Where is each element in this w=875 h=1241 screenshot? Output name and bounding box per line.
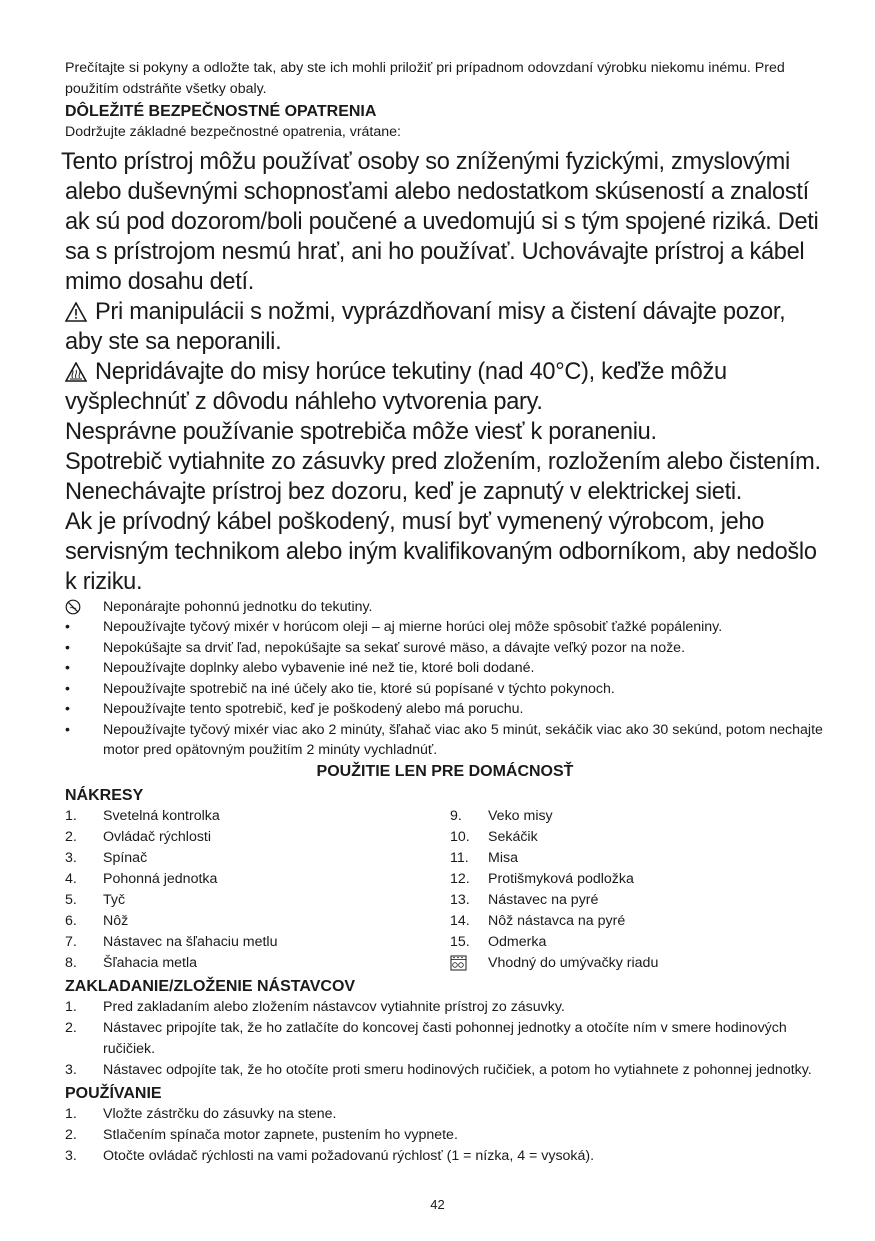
list-item: 12. Protišmyková podložka	[450, 870, 634, 887]
list-item: 14. Nôž nástavca na pyré	[450, 912, 626, 929]
big-line-4: Spotrebič vytiahnite zo zásuvky pred zložením, rozložením alebo čistením.	[65, 448, 821, 475]
list-item: 13. Nástavec na pyré	[450, 891, 599, 908]
list-item: 11. Misa	[450, 849, 518, 866]
list-item: 2. Nástavec pripojíte tak, že ho zatlačíte do koncovej časti pohonnej jednotky a otočíte ním v smere hodinových ručičiek.	[65, 1019, 787, 1057]
warning-line-1	[65, 297, 825, 357]
bullet-mark: •	[65, 619, 70, 635]
hot-surface-warning-icon	[65, 357, 95, 387]
big-line-6: Ak je prívodný kábel poškodený, musí byť vymenený výrobcom, jeho servisným technikom alebo iným kvalifikovaným odborníkom, aby nedošlo k riziku.	[65, 508, 817, 595]
usage-title: POUŽÍVANIE	[65, 1084, 162, 1102]
list-item: 1. Pred zakladaním alebo zložením nástavcov vytiahnite prístroj zo zásuvky.	[65, 998, 565, 1015]
drawings-right-column	[450, 806, 825, 974]
dishwasher-icon	[450, 953, 488, 974]
list-item: Vhodný do umývačky riadu	[450, 953, 825, 974]
bullet-mark: •	[65, 721, 70, 738]
warning-text-2: Nepridávajte do misy horúce tekutiny (nad 40°C), keďže môžu vyšplechnúť z dôvodu náhleho vytvorenia pary.	[65, 358, 727, 415]
list-item: 2. Ovládač rýchlosti	[65, 828, 212, 845]
safety-bullet-list	[65, 597, 825, 761]
big-line-5: Nenechávajte prístroj bez dozoru, keď je zapnutý v elektrickej sieti.	[65, 478, 743, 505]
list-item: • Nepokúšajte sa drviť ľad, nepokúšajte sa sekať surové mäso, a dávajte veľký pozor na nože.	[65, 638, 825, 659]
safety-subtitle: Dodržujte základné bezpečnostné opatrenia, vrátane:	[65, 124, 401, 140]
bullet-mark: •	[65, 660, 70, 676]
list-item: 4. Pohonná jednotka	[65, 870, 218, 887]
page-number: 42	[430, 1197, 445, 1212]
drawings-title: NÁKRESY	[65, 786, 144, 804]
list-item: 6. Nôž	[65, 912, 129, 929]
manual-page	[61, 58, 825, 1167]
drawings-list	[65, 806, 825, 974]
list-item: • Nepoužívajte tento spotrebič, keď je poškodený alebo má poruchu.	[65, 699, 825, 720]
list-item: Neponárajte pohonnú jednotku do tekutiny.	[65, 597, 825, 618]
big-paragraph-1: Tento prístroj môžu používať osoby so zníženými fyzickými, zmyslovými alebo duševnými schopnosťami alebo nedostatkom skúseností a znalostí ak sú pod dozorom/boli poučené a uvedomujú si s tým spojené riziká. Deti sa s prístrojom nesmú hrať, ani ho používať. Uchovávajte prístroj a kábel mimo dosahu detí.	[61, 148, 819, 295]
warning-line-2	[65, 357, 825, 417]
big-line-3: Nesprávne používanie spotrebiča môže viesť k poraneniu.	[65, 418, 657, 445]
usage-steps	[65, 1104, 825, 1167]
assembly-title: ZAKLADANIE/ZLOŽENIE NÁSTAVCOV	[65, 977, 356, 995]
list-item: 3. Spínač	[65, 849, 148, 866]
list-item: 3. Otočte ovládač rýchlosti na vami požadovanú rýchlosť (1 = nízka, 4 = vysoká).	[65, 1147, 595, 1164]
list-item: 5. Tyč	[65, 891, 126, 908]
list-item: 2. Stlačením spínača motor zapnete, pustením ho vypnete.	[65, 1126, 458, 1143]
list-item: 15. Odmerka	[450, 933, 547, 950]
list-item: • Nepoužívajte doplnky alebo vybavenie iné než tie, ktoré boli dodané.	[65, 658, 825, 679]
warning-text-1: Pri manipulácii s nožmi, vyprázdňovaní misy a čistení dávajte pozor, aby ste sa neporanili.	[65, 298, 786, 355]
list-item: 7. Nástavec na šľahaciu metlu	[65, 933, 278, 950]
intro-text: Prečítajte si pokyny a odložte tak, aby ste ich mohli priložiť pri prípadnom odovzdaní výrobku niekomu inému. Pred použitím odstráňte všetky obaly.	[65, 60, 785, 97]
warning-triangle-icon	[65, 297, 95, 327]
list-item: 3. Nástavec odpojíte tak, že ho otočíte proti smeru hodinových ručičiek, a potom ho vytiahnete z pohonnej jednotky.	[65, 1061, 812, 1078]
assembly-steps	[65, 997, 825, 1081]
drawings-left-column	[65, 806, 450, 974]
no-immerse-icon	[65, 597, 103, 618]
list-item: 9. Veko misy	[450, 807, 553, 824]
list-item: • Nepoužívajte tyčový mixér viac ako 2 minúty, šľahač viac ako 5 minút, sekáčik viac ako 30 sekúnd, potom nechajte motor pred opätovným použitím 2 minúty vychladnúť.	[65, 720, 825, 761]
list-item: • Nepoužívajte spotrebič na iné účely ako tie, ktoré sú popísané v týchto pokynoch.	[65, 679, 825, 700]
list-item: 1. Svetelná kontrolka	[65, 807, 220, 824]
list-item: • Nepoužívajte tyčový mixér v horúcom oleji – aj mierne horúci olej môže spôsobiť ťažké popáleniny.	[65, 617, 825, 638]
bullet-mark: •	[65, 701, 70, 717]
list-item: 10. Sekáčik	[450, 828, 538, 845]
list-item: 1. Vložte zástrčku do zásuvky na stene.	[65, 1105, 337, 1122]
bullet-mark: •	[65, 680, 70, 697]
household-use-heading: POUŽITIE LEN PRE DOMÁCNOSŤ	[316, 762, 574, 780]
safety-large-text	[61, 147, 825, 597]
bullet-mark: •	[65, 639, 70, 656]
list-item: 8. Šľahacia metla	[65, 954, 198, 971]
safety-title: DÔLEŽITÉ BEZPEČNOSTNÉ OPATRENIA	[65, 103, 377, 120]
